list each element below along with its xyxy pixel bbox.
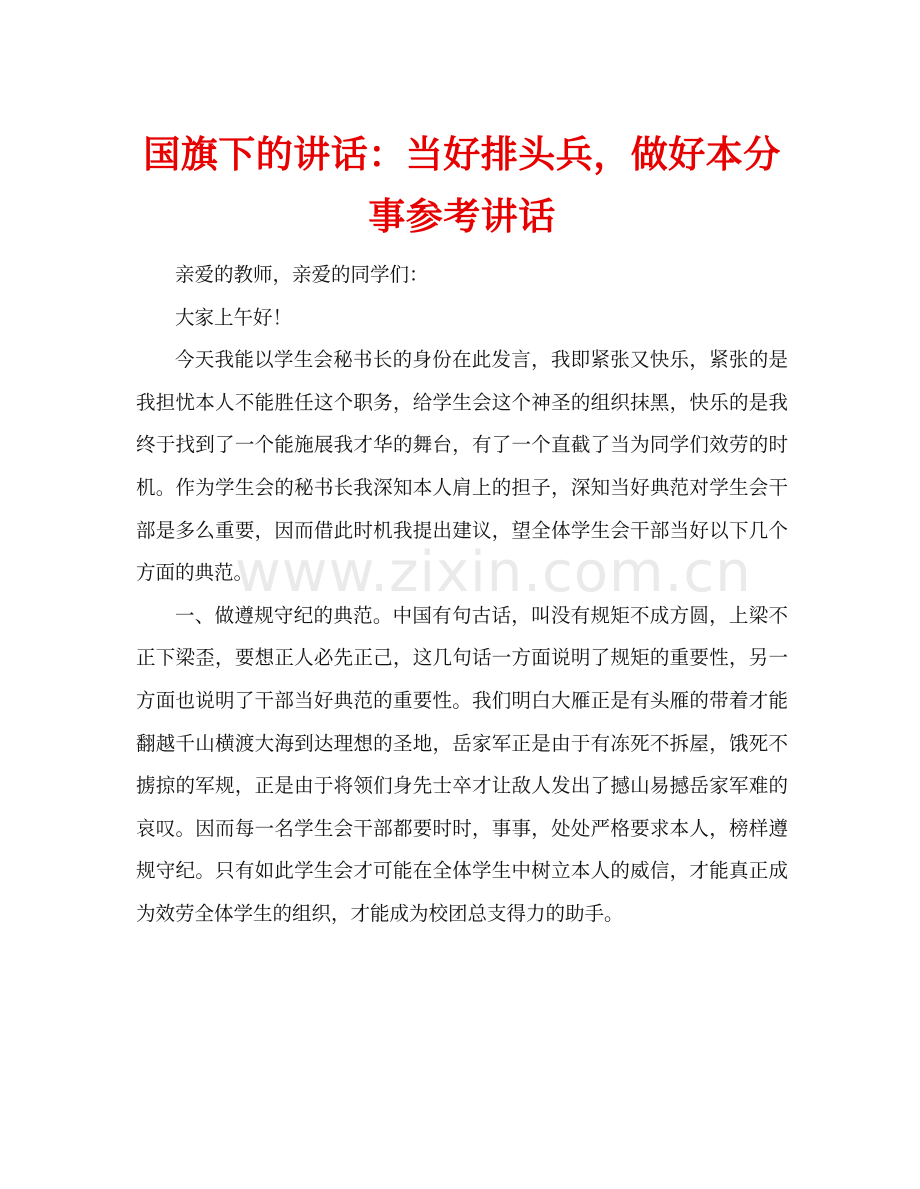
document-body — [136, 254, 788, 936]
document-title: 国旗下的讲话：当好排头兵，做好本分事参考讲话 — [143, 133, 781, 238]
point-one-paragraph: 一、做遵规守纪的典范。中国有句古话，叫没有规矩不成方圆，上梁不正下梁歪，要想正人必先正己，这几句话一方面说明了规矩的重要性，另一方面也说明了干部当好典范的重要性。我们明白大雁正是有头雁的带着才能翻越千山横渡大海到达理想的圣地，岳家军正是由于有冻死不拆屋，饿死不掳掠的军规，正是由于将领们身先士卒才让敌人发出了撼山易撼岳家军难的哀叹。因而每一名学生会干部都要时时，事事，处处严格要求本人，榜样遵规守纪。只有如此学生会才可能在全体学生中树立本人的威信，才能真正成为效劳全体学生的组织，才能成为校团总支得力的助手。 — [136, 603, 788, 925]
intro-paragraph: 今天我能以学生会秘书长的身份在此发言，我即紧张又快乐，紧张的是我担忧本人不能胜任这个职务，给学生会这个神圣的组织抹黑，快乐的是我终于找到了一个能施展我才华的舞台，有了一个直截了当为同学们效劳的时机。作为学生会的秘书长我深知本人肩上的担子，深知当好典范对学生会干部是多么重要，因而借此时机我提出建议，望全体学生会干部当好以下几个方面的典范。 — [136, 348, 788, 585]
watermark-text: www.zixin.com.cn — [235, 540, 752, 605]
greeting-paragraph: 大家上午好！ — [175, 305, 293, 329]
salutation-paragraph: 亲爱的教师，亲爱的同学们： — [175, 263, 429, 286]
